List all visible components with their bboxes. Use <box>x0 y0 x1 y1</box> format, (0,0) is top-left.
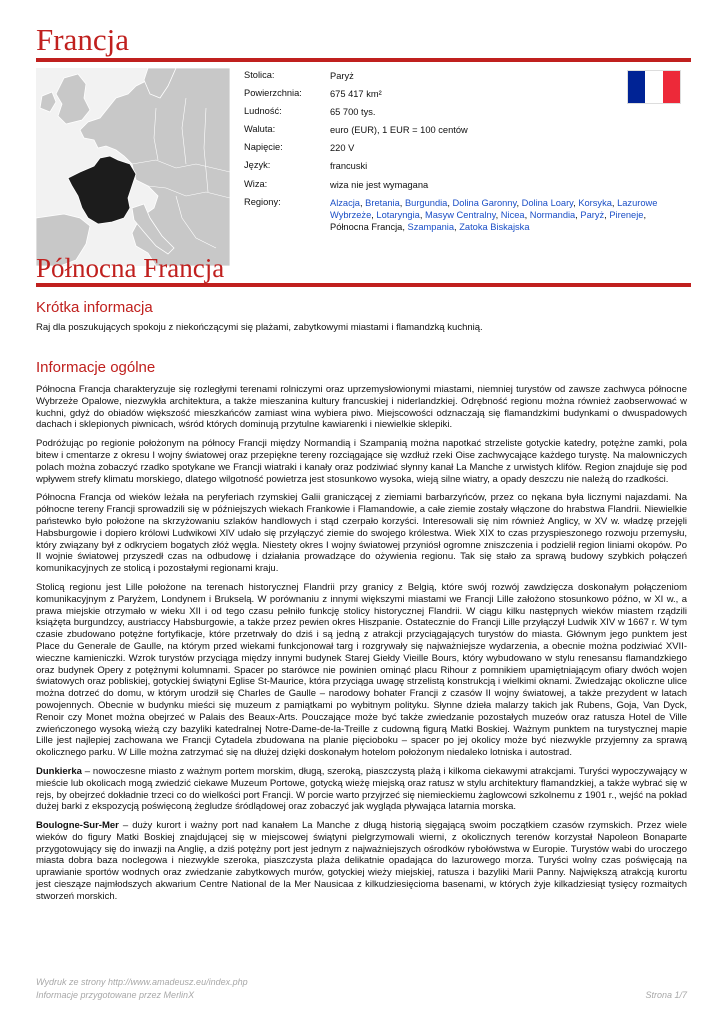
paragraph <box>36 438 687 485</box>
region-separator: , <box>359 197 366 208</box>
flag-stripe-red <box>663 71 680 103</box>
info-row-language: Język: francuski <box>244 160 368 172</box>
region-item[interactable]: Paryż <box>580 209 605 220</box>
region-separator: , <box>516 197 522 208</box>
info-row-capital: Stolica: Paryż <box>244 70 354 81</box>
region-separator: , <box>495 209 501 220</box>
info-row-area: Powierzchnia: 675 417 km² <box>244 88 382 100</box>
info-row-voltage: Napięcie: 220 V <box>244 142 355 154</box>
country-info-table <box>244 70 690 233</box>
flag-stripe-blue <box>628 71 645 103</box>
region-separator: , <box>399 197 405 208</box>
region-divider <box>36 283 691 287</box>
region-title: Północna Francja <box>36 253 225 283</box>
region-item[interactable]: Lotaryngia <box>376 209 420 220</box>
region-separator: , <box>402 221 408 232</box>
general-info-text <box>36 384 687 910</box>
region-item[interactable]: Masyw Centralny <box>425 209 496 220</box>
paragraph <box>36 820 687 903</box>
paragraph-text: Stolicą regionu jest Lille położone na terenach historycznej Flandrii przy granicy z Belgią, które swój rozwój zawdzięcza doskonałym połączeniom komunikacyjnym z Paryżem, Londynem i Brukselą. W porównaniu z innymi większymi miastami we Francji Lille założono stosunkowo późno, w XI w., a prawa miejskie otrzymało w wieku XII i od tego czasu pełniło funkcję stolicy historycznej Flandrii. W ciągu kilku następnych wieków miastem rządzili książęta burgundzcy, austriaccy Habsburgowie, a także przez pewien okres Hiszpanie. Ostatecznie do Francji Lille przyłączył Ludwik XIV w 1667 r. W tym czasie zbudowano potężne fortyfikacje, które przetrwały do dziś i są jedną z atrakcji przyciągających turystów do miasta. Głównym jego punktem jest Place du Generale de Gaulle, na którym przed wiekami funkcjonował targ i rozgrywały się najważniejsze wydarzenia, a obecnie można podziwiać XVII-wieczne kamieniczki. Wzrok turystów przyciąga między innymi budynek Starej Giełdy Vieille Bours, który wybudowano w stylu renesansu flamandzkiego oraz budynek Opery z potężnymi kolumnami. Spacer po starówce nie powinien ominąć placu Rihour z pomnikiem upamiętniającym ofiary dwóch wojen światowych oraz pobliskiej, gotyckiej świątyni Eglise St-Maurice, która przyciąga uwagę strzelistą konstrukcją i wielkimi oknami. Zwiedzając okoliczne ulice można dotrzeć do domu, w którym urodził się Charles de Gaulle – narodowy bohater Francji z czasów II wojny światowej, a także prezydent w latach powojennych. Obecnie w budynku mieści się muzeum z pamiątkami po wybitnym polityku. Słynne dzieła malarzy takich jak Rubens, Goja, Van Dyck, Renoir czy Monet można obejrzeć w Palais des Beaux-Arts. Pouczające może być także zwiedzanie pozostałych muzeów oraz ratusza Hotel de Ville zwieńczonego wysoką wieżą czy bazyliki katedralnej Notre-Dame-de-la-Treille z cudowną figurą Matki Boskiej. Ważnym punktem na turystycznej mapie Lille jest najlepiej zachowana we Francji Cytadela zbudowana na planie pięcioboku – spacer po jej okolicy może być niezwykle przyjemny za sprawą okolicznego parku. W Lille można zatrzymać się na dłużej dzięki doskonałym hotelom położonym niedaleko lotniska i autostrad. <box>36 581 687 759</box>
paragraph-lead: Boulogne-Sur-Mer <box>36 820 119 832</box>
paragraph-text: Północna Francja charakteryzuje się rozległymi terenami rolniczymi oraz uprzemysłowionymi miastami, niemniej turystów od zawsze zachwyca północne Wybrzeże Opalowe, niezwykła architektura, a także mieszanina kultury francuskiej i niderlandzkiej. Odrębność regionu można również zaobserwować w kuchni, gdyż do obiadów większość mieszkańców zamiast wina wybiera piwo. Miejscowości odznaczają się flamandzkimi budynkami o dwuspadowych dachach i sklepionych piwnicach, wśród których dominują przytulne kawiarenki i niewielkie sklepiki. <box>36 384 687 431</box>
info-row-visa: Wiza: wiza nie jest wymagana <box>244 178 429 190</box>
region-separator: , <box>611 197 618 208</box>
region-item: Północna Francja <box>330 221 403 232</box>
region-item[interactable]: Pireneje <box>609 209 644 220</box>
region-item[interactable]: Dolina Garonny <box>452 197 517 208</box>
europe-map <box>36 68 230 266</box>
paragraph-lead: Dunkierka <box>36 765 82 777</box>
paragraph-text: Północna Francja od wieków leżała na peryferiach rzymskiej Galii graniczącej z ziemiami barbarzyńców, przez co nękana była licznymi najazdami. Na północne tereny Francji sprowadzili się w późniejszych wiekach Frankowie i Flamandowie, a całe ziemie zostały włączone do hrabstwa Flandrii. Niewielkie państewko było położone na skrzyżowaniu szlaków handlowych i stąd czerpało korzyści. Interesowali się nim również Anglicy, w XV w. władzę przejęli Habsburgowie i dopiero królowi Ludwikowi XIV udało się przyłączyć ziemie do swojego królestwa. Wiek XIX to czas przyspieszonego rozwoju przemysłu, który związany był z odkryciem bogatych złóż węgla. Niestety okres I wojny światowej przyniósł ogromne zniszczenia i podzielił region liniami okopów. Po II wojnie światowej przyszedł czas na odbudowę i działania prowadzące do ożywienia regionu. Tak się stało za sprawą budowy szybkich połączeń komunikacyjnych ze stolicą i pozostałymi regionami kraju. <box>36 492 687 575</box>
paragraph <box>36 492 687 575</box>
short-info-text: Raj dla poszukujących spokoju z niekończącymi się plażami, zabytkowymi miastami i flamandzką kuchnią. <box>36 322 483 333</box>
paragraph-text: Podróżując po regionie położonym na północy Francji między Normandią i Szampanią można napotkać strzeliste gotyckie katedry, potężne zamki, pola bitew i cmentarze z okresu I wojny światowej oraz przepiękne tereny rozciągające się wzdłuż rzeki Oise zachwycające każdego turystę. Na malowniczych polach można zobaczyć rzadko spotykane we Francji wiatraki i kanały oraz podziwiać słynny kanał La Manche z urwistych klifów. Region znajduje się pod wpływem strefy klimatu morskiego, dlatego wilgotność powietrza jest stosunkowo wysoka, wieją silne wiatry, a opady deszczu nie należą do rzadkości. <box>36 438 687 485</box>
paragraph <box>36 582 687 759</box>
footer-author-text: Informacje przygotowane przez MerlinX <box>36 990 195 1000</box>
region-item[interactable]: Nicea <box>500 209 525 220</box>
region-item[interactable]: Szampania <box>407 221 455 232</box>
info-row-population: Ludność: 65 700 tys. <box>244 106 376 118</box>
region-item[interactable]: Korsyka <box>578 197 612 208</box>
title-divider <box>36 58 691 62</box>
region-separator: , <box>454 221 460 232</box>
page-number: Strona 1/7 <box>645 990 687 1000</box>
info-row-regions: Regiony: Alzacja, Bretania, Burgundia, Dolina Garonny, Dolina Loary, Korsyka, Lazurowe Wybrzeże, Lotaryngia, Masyw Centralny, Nicea, Normandia, Paryż, Pireneje, Północna Francja, Szampania, Zatoka Biskajska <box>244 197 690 233</box>
region-item[interactable]: Lazurowe Wybrzeże <box>330 197 658 220</box>
short-info-heading: Krótka informacja <box>36 299 153 316</box>
region-separator: , <box>371 209 377 220</box>
region-separator: , <box>419 209 426 220</box>
region-separator: , <box>573 197 579 208</box>
flag-stripe-white <box>645 71 662 103</box>
paragraph <box>36 384 687 431</box>
info-row-currency: Waluta: euro (EUR), 1 EUR = 100 centów <box>244 124 468 136</box>
paragraph-text: – nowoczesne miasto z ważnym portem morskim, długą, szeroką, piaszczystą plażą i kilkoma ciekawymi atrakcjami. Turyści wypoczywający w mieście lub okolicach mogą zwiedzić ciekawe Muzeum Portowe, gotycką wieżę miejską oraz ratusz w stylu architektury flamandzkiej, a także wybrać się w rejs, by obejrzeć dokładnie trzeci co do wielkości port Francji. W porcie warto przyjrzeć się niemieckiemu żaglowcowi szkolnemu z 1901 r., wejść na pokład dużej barki z ekspozycją poświęconą żegludze śródlądowej oraz zobaczyć jak wygląda pływająca latarnia morska. <box>36 765 687 813</box>
region-item[interactable]: Normandia <box>529 209 576 220</box>
region-item[interactable]: Zatoka Biskajska <box>459 221 530 232</box>
region-item[interactable]: Alzacja <box>330 197 360 208</box>
region-separator: , <box>575 209 581 220</box>
region-item[interactable]: Burgundia <box>404 197 448 208</box>
france-flag <box>627 70 681 104</box>
region-item[interactable]: Bretania <box>365 197 400 208</box>
region-separator: , <box>643 209 647 220</box>
region-item[interactable]: Dolina Loary <box>521 197 574 208</box>
region-separator: , <box>604 209 610 220</box>
general-info-heading: Informacje ogólne <box>36 359 156 376</box>
region-separator: , <box>524 209 530 220</box>
region-separator: , <box>447 197 453 208</box>
page-title: Francja <box>36 22 129 57</box>
footer-author <box>36 990 687 1000</box>
regions-list <box>330 197 685 233</box>
footer-source: Wydruk ze strony http://www.amadeusz.eu/index.php <box>36 977 248 987</box>
paragraph-text: – duży kurort i ważny port nad kanałem La Manche z długą historią sięgającą swoim początkiem czasów rzymskich. Przez wiele wieków do figury Matki Boskiej znajdującej się w miejscowej świątyni pielgrzymowali wierni, z okolicznych terenów korzystał Napoleon Bonaparte przygotowujący się do inwazji na Anglię, a dziś potężny port jest jednym z najważniejszych ośrodków rybołówstwa w Europie. Turystów wabi do uroczego miasta dobra baza noclegowa i niezwykle szeroka, piaszczysta plaża delikatnie opadająca do lazurowego morza. Turyści wolny czas poświęcają na uprawianie sportów wodnych oraz zwiedzanie zabytkowych murów, gotyckiej wieży miejskiej, ratusza i bazyliki Marii Panny. Największą atrakcją kurortu jest ciesząze najmłodszych akwarium Centre National de la Mer Nausicaa z kilkudziesięcioma basenami, w których żyje kilkadziesiąt tysięcy rozmaitych stworzeń morskich. <box>36 820 687 902</box>
paragraph <box>36 766 687 813</box>
